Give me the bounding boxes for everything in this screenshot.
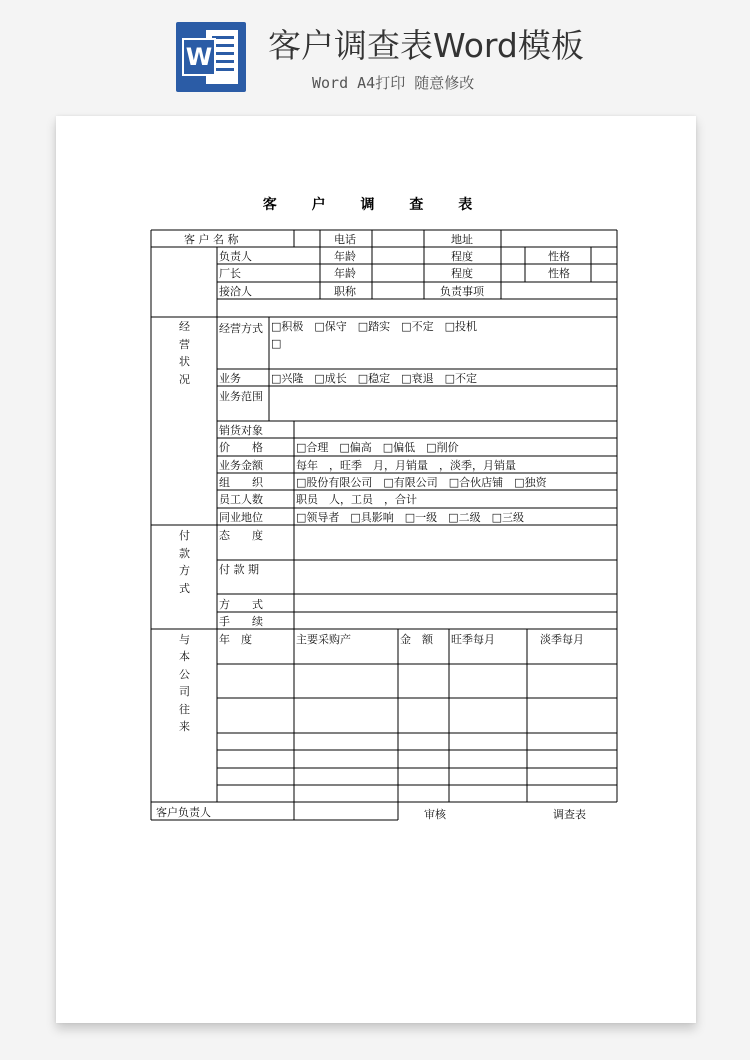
payment-char: 款 (179, 547, 190, 560)
degree-label-1: 程度 (451, 250, 473, 263)
business-options: □兴隆 □成长 □稳定 □衰退 □不定 (271, 372, 477, 385)
attitude-label: 态 度 (219, 529, 263, 542)
factory-head-label: 厂长 (219, 267, 241, 280)
operating-mode-extra-option: □ (271, 337, 282, 350)
payment-period-label: 付 款 期 (219, 563, 259, 576)
contact-person-label: 接洽人 (219, 285, 252, 298)
payment-char: 付 (179, 529, 190, 542)
customer-name-label: 客 户 名 称 (184, 233, 239, 246)
dealings-char: 来 (179, 720, 190, 733)
character-label-1: 性格 (548, 250, 570, 263)
responsibility-label: 负责事项 (440, 285, 484, 298)
business-amount-label: 业务金额 (219, 459, 263, 472)
operations-char: 经 (179, 320, 190, 333)
operations-char: 况 (179, 373, 190, 386)
column-year: 年 度 (219, 633, 252, 646)
operating-mode-options: □积极 □保守 □踏实 □不定 □投机 (271, 320, 477, 333)
column-main-purchases: 主要采购产 (296, 633, 351, 646)
business-scope-label: 业务范围 (219, 390, 263, 403)
operating-mode-label: 经营方式 (219, 322, 263, 335)
dealings-char: 公 (179, 668, 190, 681)
dealings-char: 与 (179, 633, 190, 646)
staff-count-text: 职员 人，工员 ，合计 (296, 493, 417, 506)
price-options: □合理 □偏高 □偏低 □削价 (296, 441, 459, 454)
dealings-char: 司 (179, 685, 190, 698)
dealings-char: 往 (179, 703, 190, 716)
operations-char: 状 (179, 355, 190, 368)
address-label: 地址 (451, 233, 473, 246)
organization-options: □股份有限公司 □有限公司 □合伙店铺 □独资 (296, 476, 547, 489)
sales-target-label: 销货对象 (219, 424, 263, 437)
payment-method-label: 方 式 (219, 598, 263, 611)
business-label: 业务 (219, 372, 241, 385)
organization-label: 组 织 (219, 476, 263, 489)
degree-label-2: 程度 (451, 267, 473, 280)
survey-label: 调查表 (553, 808, 586, 821)
operations-char: 营 (179, 338, 190, 351)
price-label: 价 格 (219, 441, 263, 454)
age-label-2: 年龄 (334, 267, 356, 280)
industry-position-options: □领导者 □具影响 □一级 □二级 □三级 (296, 511, 524, 524)
document-title: 客 户 调 查 表 (262, 197, 488, 213)
dealings-char: 本 (179, 650, 190, 663)
column-peak-monthly: 旺季每月 (451, 633, 495, 646)
person-in-charge-label: 负责人 (219, 250, 252, 263)
payment-char: 式 (179, 582, 190, 595)
word-logo-letter: W (182, 38, 216, 76)
column-amount: 金 额 (400, 633, 433, 646)
reviewer-label: 审核 (424, 808, 446, 821)
phone-label: 电话 (334, 233, 356, 246)
staff-count-label: 员工人数 (219, 493, 263, 506)
business-amount-text: 每年 ，旺季 月，月销量 ，淡季，月销量 (296, 459, 516, 472)
payment-char: 方 (179, 564, 190, 577)
job-title-label: 职称 (334, 285, 356, 298)
payment-procedure-label: 手 续 (219, 615, 263, 628)
character-label-2: 性格 (548, 267, 570, 280)
age-label-1: 年龄 (334, 250, 356, 263)
header-title: 客户调查表Word模板 (268, 26, 584, 65)
column-off-peak-monthly: 淡季每月 (540, 633, 584, 646)
customer-manager-label: 客户负责人 (156, 806, 211, 819)
industry-position-label: 同业地位 (219, 511, 263, 524)
header-subtitle: Word A4打印 随意修改 (312, 74, 475, 92)
